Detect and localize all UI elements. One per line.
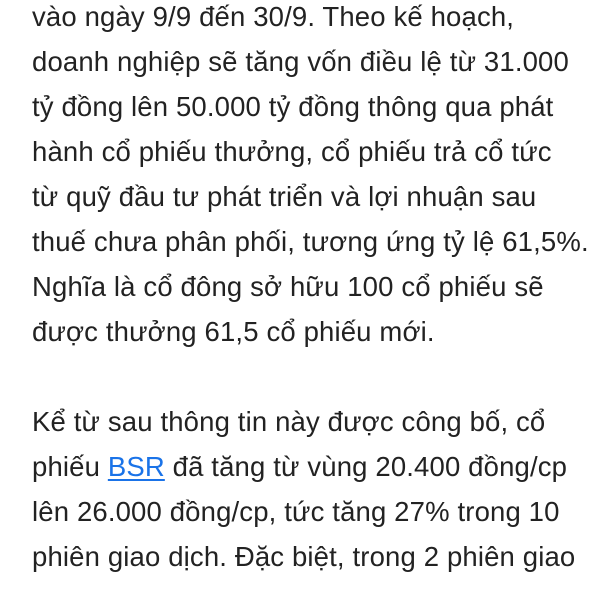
text-line: vào ngày 9/9 đến 30/9. Theo kế hoạch, [32, 1, 515, 32]
article-body [32, 0, 592, 579]
text-line: tỷ đồng lên 50.000 tỷ đồng thông qua phát [32, 91, 554, 122]
text-line: Kể từ sau thông tin này được công bố, cổ [32, 406, 546, 437]
text-line: thuế chưa phân phối, tương ứng tỷ lệ 61,5%. [32, 226, 589, 257]
text-segment: phiếu [32, 451, 108, 482]
text-line: từ quỹ đầu tư phát triển và lợi nhuận sau [32, 181, 537, 212]
stock-ticker-link-bsr[interactable]: BSR [107, 451, 165, 482]
text-line: được thưởng 61,5 cổ phiếu mới. [32, 316, 435, 347]
text-line: phiên giao dịch. Đặc biệt, trong 2 phiên giao [32, 541, 576, 572]
text-line: hành cổ phiếu thưởng, cổ phiếu trả cổ tức [32, 136, 552, 167]
paragraph-spacer [32, 354, 592, 399]
article-paragraph-2 [32, 399, 592, 579]
article-paragraph-1 [32, 0, 592, 354]
text-segment: đã tăng từ vùng 20.400 đồng/cp [164, 451, 568, 482]
text-line-with-link [32, 444, 592, 489]
text-line: Nghĩa là cổ đông sở hữu 100 cổ phiếu sẽ [32, 271, 544, 302]
text-line: lên 26.000 đồng/cp, tức tăng 27% trong 10 [32, 496, 560, 527]
text-line: doanh nghiệp sẽ tăng vốn điều lệ từ 31.000 [32, 46, 569, 77]
